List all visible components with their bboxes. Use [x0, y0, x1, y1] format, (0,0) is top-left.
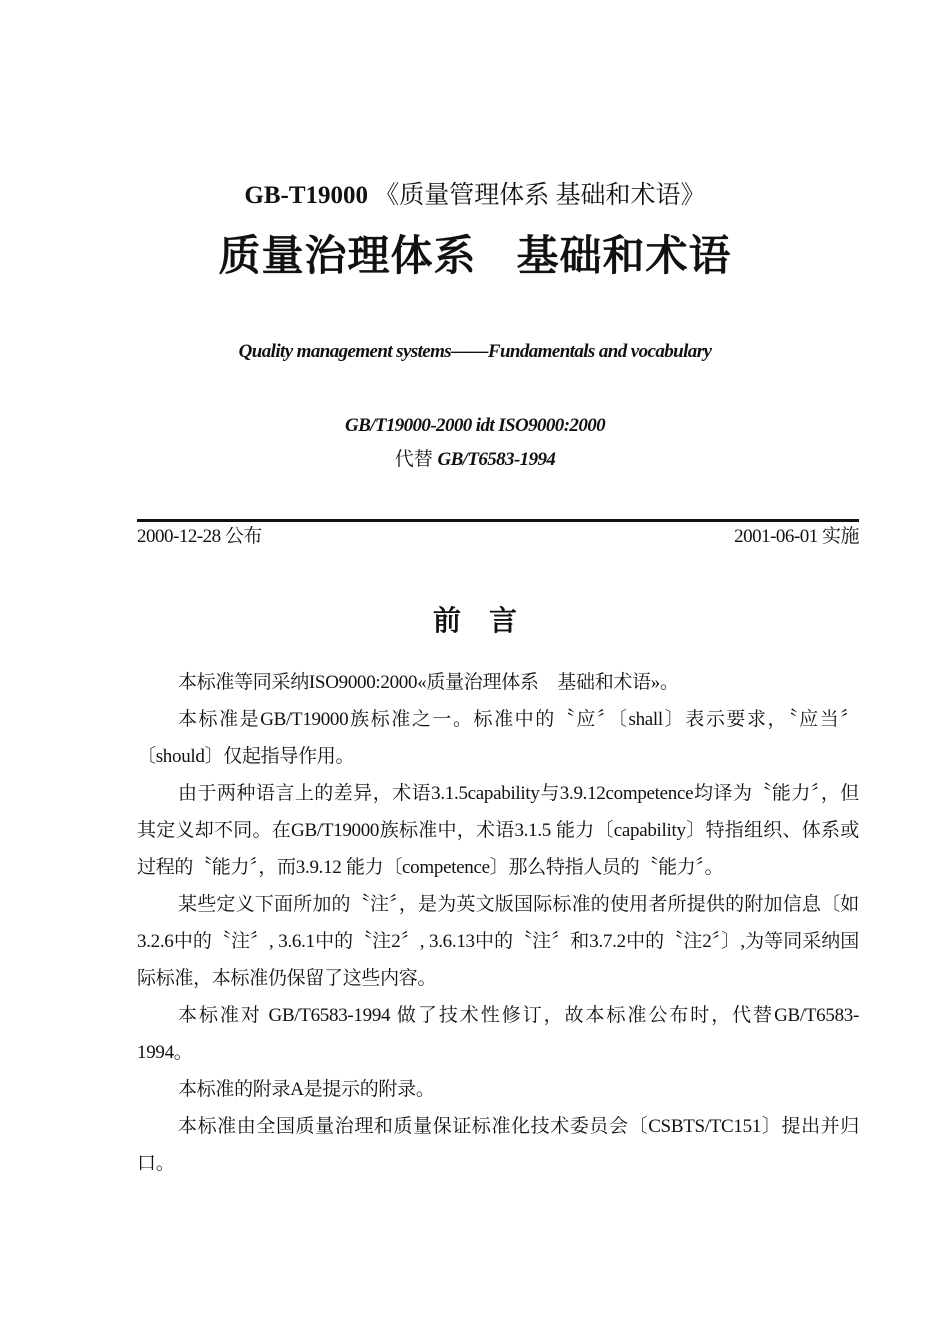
main-title-part2: 基础和术语: [516, 234, 732, 280]
standard-number: GB/T19000-2000 idt ISO9000:2000: [344, 415, 606, 436]
preface-body: [137, 664, 859, 1182]
main-title: [0, 228, 950, 286]
preface-paragraph: 本标准是GB/T19000族标准之一。标准中的〝应〞〔shall〕表示要求，〝应当〞〔should〕仅起指导作用。: [137, 709, 859, 767]
preface-paragraph: 由于两种语言上的差异，术语3.1.5capability与3.9.12competence均译为〝能力〞，但其定义却不同。在GB/T19000族标准中，术语3.1.5 能力〔capability〕特指组织、体系或过程的〝能力〞，而3.9.12 能力〔competence〕那么特指人员的〝能力〞。: [137, 783, 859, 878]
preface-paragraph: 本标准的附录A是提示的附录。: [178, 1079, 435, 1100]
replaces-code: GB/T6583-1994: [437, 449, 556, 470]
english-title: Quality management systems——Fundamentals and vocabulary: [238, 341, 712, 362]
preface-paragraph: 某些定义下面所加的〝注〞，是为英文版国际标准的使用者所提供的附加信息〔如3.2.6中的〝注〞, 3.6.1中的〝注2〞, 3.6.13中的〝注〞和3.7.2中的〝注2〞〕,为等同采纳国际标准，本标准仍保留了这些内容。: [137, 894, 859, 989]
preface-paragraph: 本标准对 GB/T6583-1994 做了技术性修订，故本标准公布时，代替GB/T6583-1994。: [137, 1005, 859, 1063]
standard-title-line: [0, 178, 950, 214]
effective-date: 2001-06-01 实施: [734, 526, 859, 547]
standard-code: GB-T19000: [244, 182, 369, 209]
main-title-part1: 质量治理体系: [218, 234, 477, 280]
replaces-label: 代替: [394, 449, 438, 470]
preface-paragraph: 本标准等同采纳ISO9000:2000«质量治理体系 基础和术语»。: [178, 672, 679, 693]
published-date: 2000-12-28 公布: [137, 526, 262, 547]
divider-rule: [137, 519, 859, 522]
replaces-line: [0, 446, 950, 474]
preface-heading: 前言: [432, 606, 545, 637]
preface-paragraph: 本标准由全国质量治理和质量保证标准化技术委员会〔CSBTS/TC151〕提出并归口。: [137, 1116, 859, 1174]
standard-title: 《质量管理体系 基础和术语》: [374, 182, 706, 209]
